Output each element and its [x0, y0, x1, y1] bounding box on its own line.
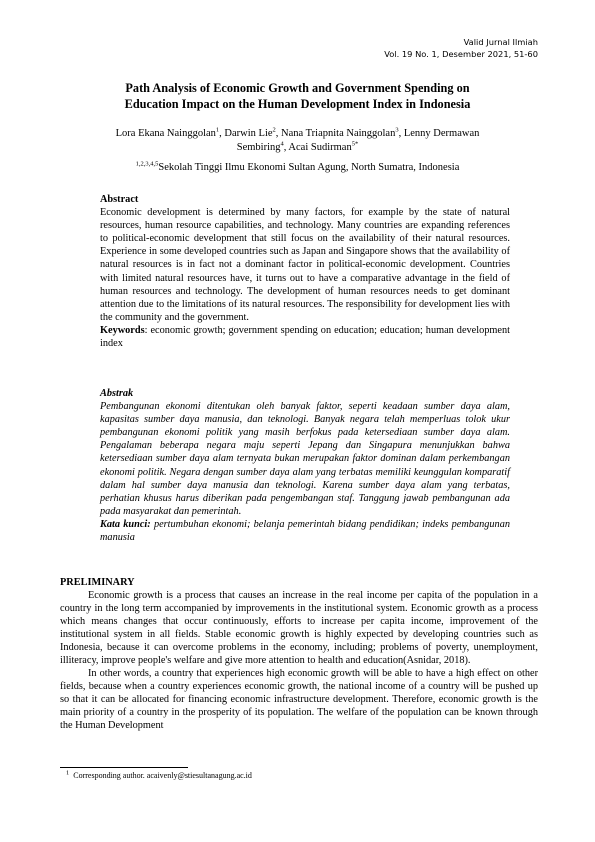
abstrak-text: Pembangunan ekonomi ditentukan oleh banyak faktor, seperti keadaan sumber daya alam, kapasitas sumber daya manusia, dan teknologi. Banyak negara telah memperluas tolok ukur pembangunan ekonomi politik yang masih berfokus pada ketersediaan sumber daya alam. Pengalaman beberapa negara maju seperti Jepang dan Singapura menunjukkan bahwa ketersediaan sumber daya alam ternyata bukan merupakan faktor dominan dalam perkembangan ekonomi politik. Negara dengan sumber daya alam yang terbatas memiliki keunggulan komparatif dalam hal sumber daya manusia dan teknologi. Karena sumber daya alam yang terbatas, perhatian khusus harus diberikan pada pengembangan staf. Tanggung jawab pembangunan ada pada masyarakat dan pemerintah. [100, 401, 510, 517]
footnote-mark: 1 [66, 769, 70, 777]
author-line-1 [70, 127, 525, 141]
title-line-2: Education Impact on the Human Development Index in Indonesia [124, 97, 471, 111]
author-affil-mark: 5* [351, 140, 359, 148]
affiliation [70, 161, 525, 175]
affiliation-marks: 1,2,3,4,5 [135, 160, 159, 168]
abstract-english [100, 193, 510, 350]
author-name: Lora Ekana Nainggolan [115, 128, 216, 139]
journal-issue: Vol. 19 No. 1, Desember 2021, 51-60 [384, 49, 538, 59]
author-affil-mark: 2 [272, 126, 276, 134]
author-name: , Darwin Lie [219, 128, 273, 139]
paper-title [70, 80, 525, 112]
author-affil-mark: 1 [215, 126, 220, 134]
footnote-text: Corresponding author. acaivenly@stiesultanagung.ac.id [73, 771, 252, 780]
author-name: , Acai Sudirman [283, 142, 352, 153]
title-line-1: Path Analysis of Economic Growth and Government Spending on [125, 81, 470, 95]
abstrak-heading: Abstrak [100, 388, 134, 399]
abstract-heading: Abstract [100, 194, 139, 205]
affiliation-text: Sekolah Tinggi Ilmu Ekonomi Sultan Agung, North Sumatra, Indonesia [158, 162, 460, 173]
author-affil-mark: 3 [395, 126, 399, 134]
body-paragraph-1: Economic growth is a process that causes an increase in the real income per capita of the population in a country in the long term accompanied by improvements in the institutional system. Economic growth as a process which means changes that occur continuously, efforts to increase per capita income, improvement of the institutional system in all fields. Stable economic growth is highly expected by developing countries such as Indonesia, because it can overcome problems in the economy, including; problems of poverty, unemployment, illiteracy, improve people's welfare and give more attention to health and education(Asnidar, 2018). [60, 590, 538, 666]
footnote [66, 771, 252, 781]
footnote-divider [60, 767, 188, 768]
body-paragraph-2: In other words, a country that experiences high economic growth will be able to have a high effect on other fields, because when a country experiences economic growth, the national income of a country will be pushed up so that it can be allocated for financing economic infrastructure development. Therefore, economic growth is the main priority of a country in the prosperity of its population. The welfare of the population can be known through the Human Development [60, 668, 538, 731]
kata-kunci [100, 518, 510, 544]
author-name: , Lenny Dermawan [398, 128, 480, 139]
journal-header [384, 36, 538, 60]
keywords-label: Keywords [100, 324, 145, 336]
keywords-text: : economic growth; government spending on education; education; human development index [100, 324, 510, 350]
author-list [70, 127, 525, 155]
kata-kunci-label: Kata kunci: [100, 518, 151, 530]
author-affil-mark: 4 [280, 140, 284, 148]
author-line-2 [70, 141, 525, 155]
section-heading: PRELIMINARY [60, 577, 135, 588]
author-name: , Nana Triapnita Nainggolan [275, 128, 396, 139]
keywords [100, 324, 510, 350]
author-name: Sembiring [236, 142, 281, 153]
kata-kunci-text: pertumbuhan ekonomi; belanja pemerintah bidang pendidikan; indeks pembangunan manusia [100, 518, 510, 544]
abstract-indonesian [100, 387, 510, 544]
body-section [60, 576, 538, 732]
journal-name: Valid Jurnal Ilmiah [463, 37, 538, 47]
abstract-text: Economic development is determined by many factors, for example by the state of natural resources, human resource capabilities, and technology. Many countries are expanding references to political-economic development that still focus on the availability of their natural resources. Experience in some developed countries such as Japan and Singapore shows that the availability of natural resources is in fact not a dominant factor in political-economic development. Countries with limited natural resources have, it turns out to have a comparative advantage in the field of human resources and technology. The development of human resources needs to get dominant attention due to the limitations of its natural resources. The responsibility for development lies with the community and the government. [100, 207, 510, 323]
